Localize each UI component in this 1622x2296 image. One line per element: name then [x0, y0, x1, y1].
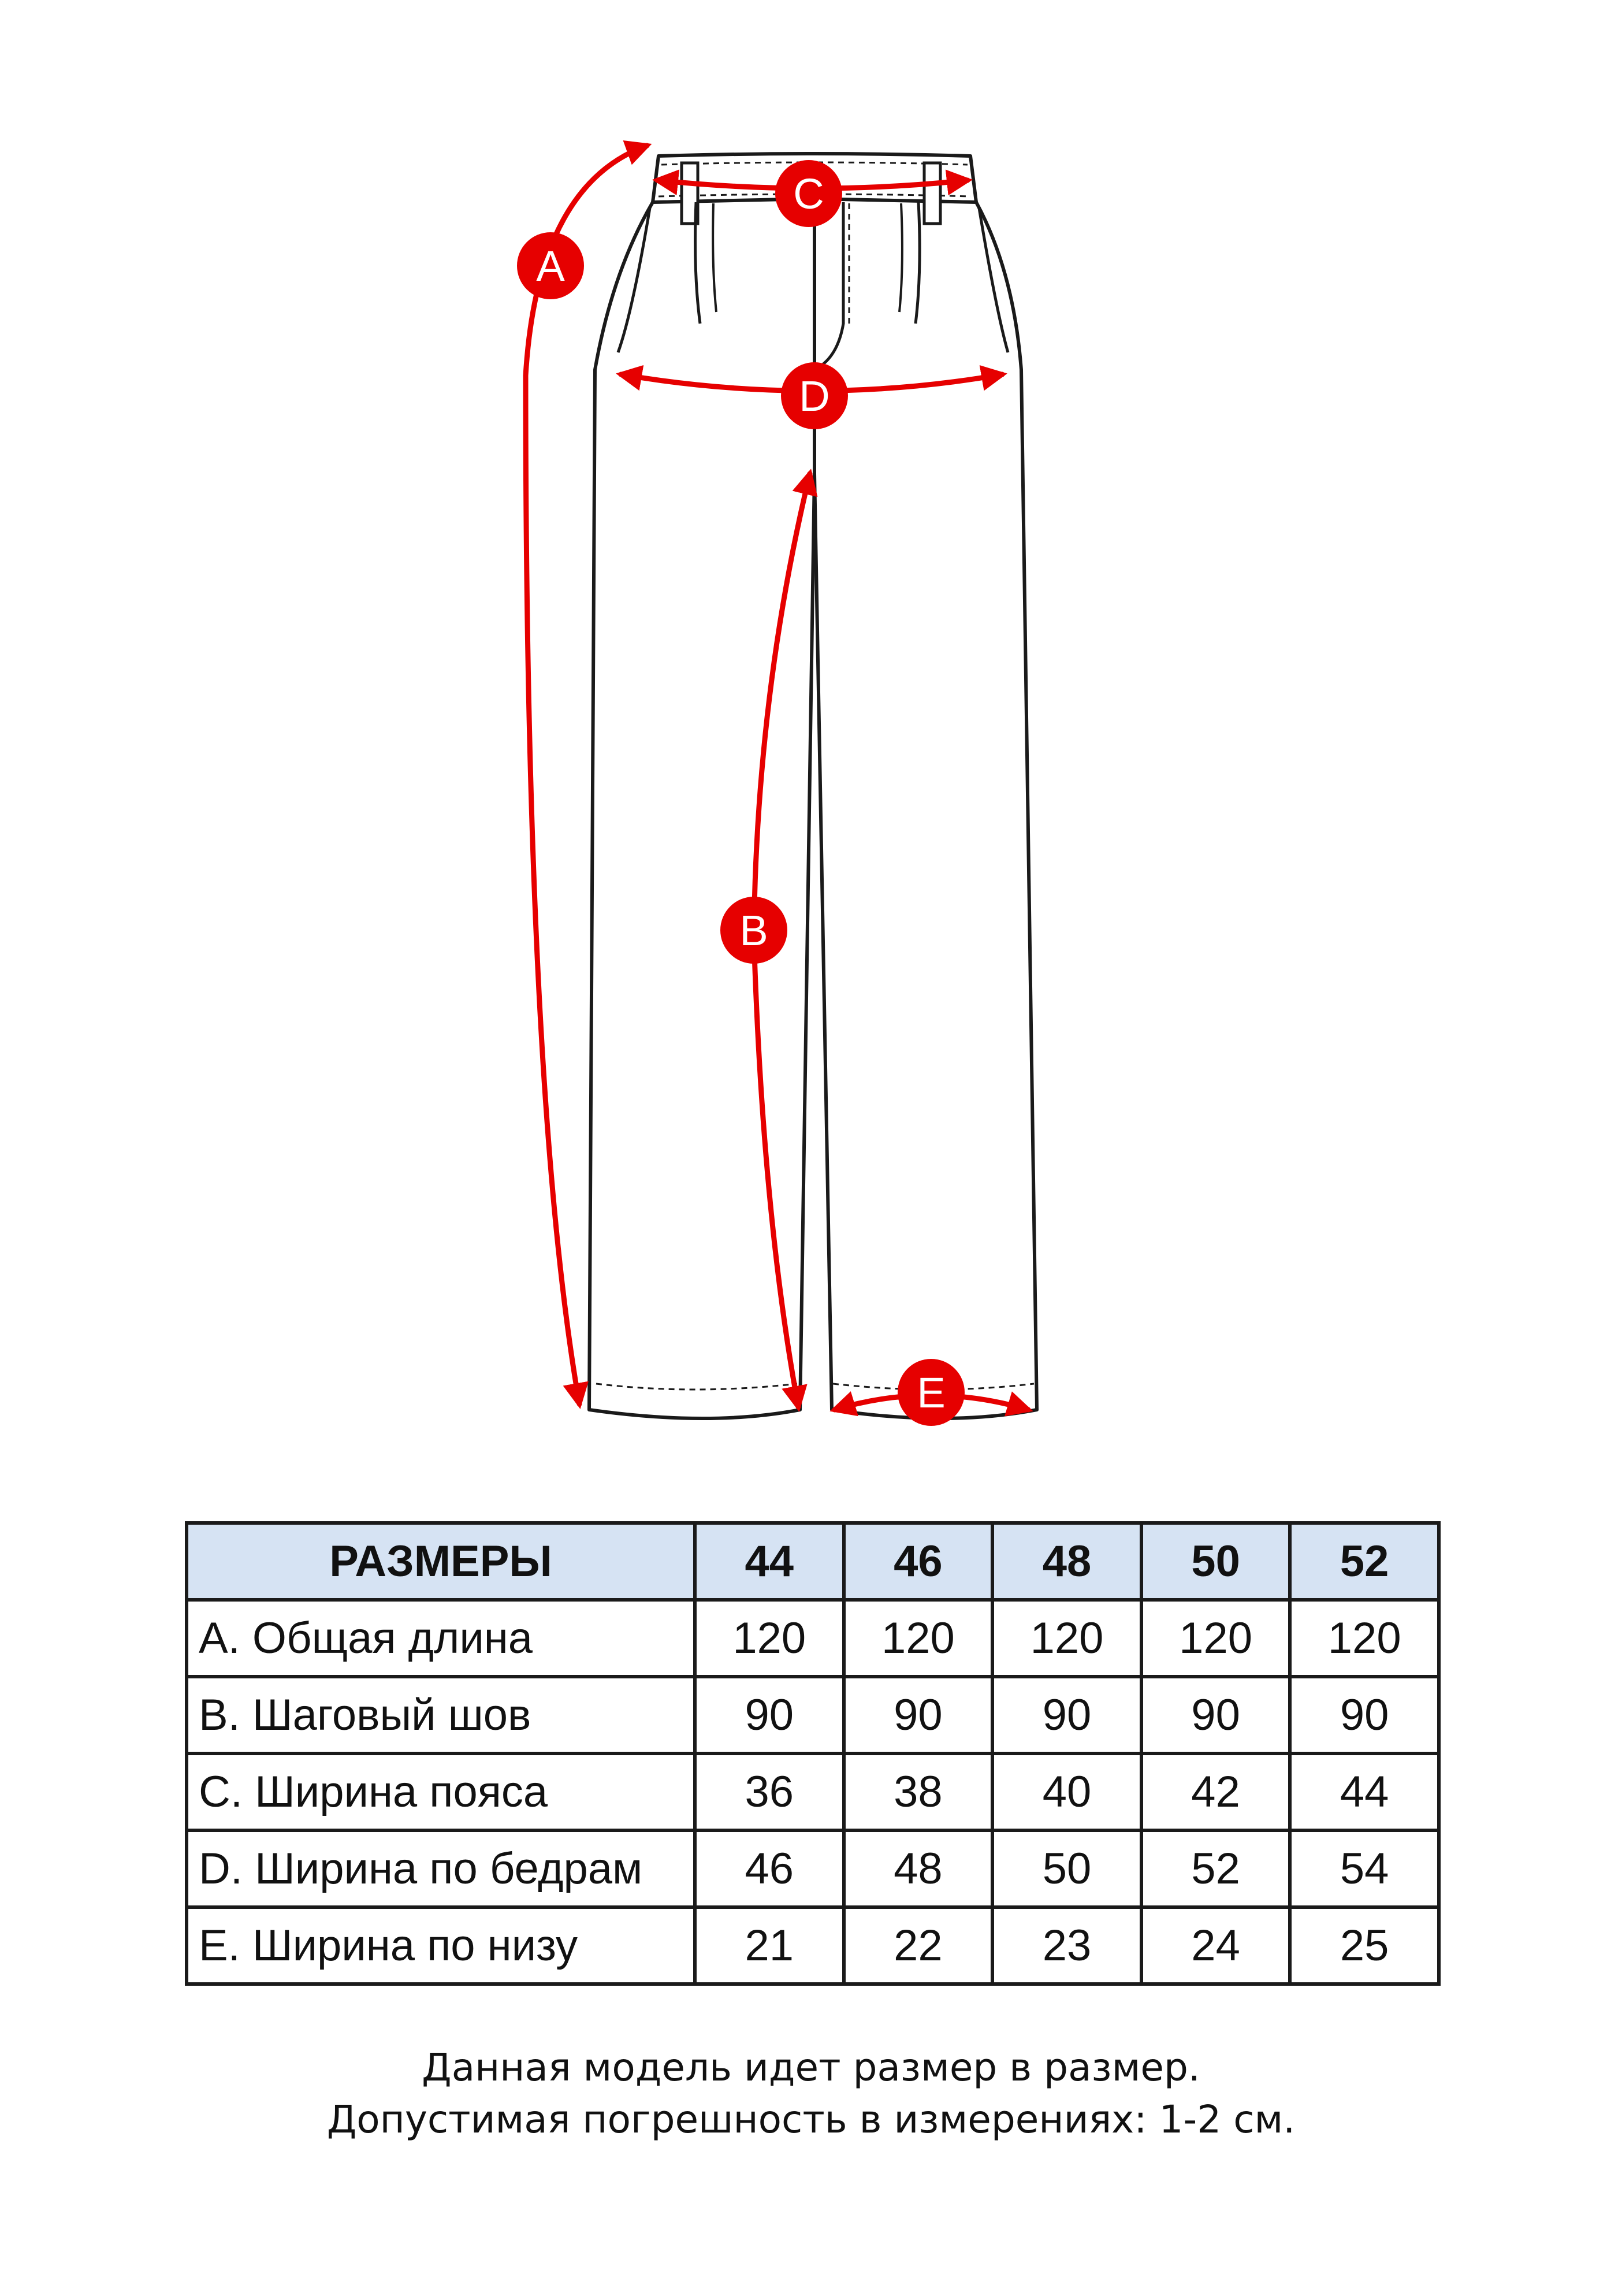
marker-a-label: A — [536, 242, 565, 290]
value-cell: 42 — [1141, 1753, 1290, 1830]
marker-d-label: D — [799, 372, 830, 420]
row-label: A. Общая длина — [187, 1600, 695, 1677]
value-cell: 40 — [992, 1753, 1141, 1830]
value-cell: 90 — [1290, 1677, 1439, 1753]
value-cell: 120 — [695, 1600, 844, 1677]
table-header-row — [187, 1523, 1439, 1600]
header-size-cell: 50 — [1141, 1523, 1290, 1600]
value-cell: 38 — [844, 1753, 993, 1830]
value-cell: 120 — [1290, 1600, 1439, 1677]
value-cell: 48 — [844, 1830, 993, 1907]
fit-note: Данная модель идет размер в размер. — [422, 2045, 1200, 2090]
header-size-cell: 52 — [1290, 1523, 1439, 1600]
table-row — [187, 1677, 1439, 1753]
marker-e-label: E — [917, 1369, 946, 1417]
row-label: C. Ширина пояса — [187, 1753, 695, 1830]
value-cell: 120 — [844, 1600, 993, 1677]
header-size-cell: 46 — [844, 1523, 993, 1600]
marker-c-label: C — [793, 170, 824, 218]
value-cell: 90 — [1141, 1677, 1290, 1753]
value-cell: 23 — [992, 1907, 1141, 1984]
table-row — [187, 1753, 1439, 1830]
header-size-cell: 48 — [992, 1523, 1141, 1600]
value-cell: 90 — [695, 1677, 844, 1753]
row-label: B. Шаговый шов — [187, 1677, 695, 1753]
value-cell: 24 — [1141, 1907, 1290, 1984]
value-cell: 21 — [695, 1907, 844, 1984]
marker-e — [898, 1359, 965, 1426]
table-row — [187, 1830, 1439, 1907]
left-leg — [589, 199, 814, 1418]
value-cell: 22 — [844, 1907, 993, 1984]
value-cell: 90 — [992, 1677, 1141, 1753]
size-chart-table — [185, 1521, 1441, 1986]
value-cell: 52 — [1141, 1830, 1290, 1907]
value-cell: 54 — [1290, 1830, 1439, 1907]
marker-a — [517, 232, 584, 299]
header-size-cell: 44 — [695, 1523, 844, 1600]
row-label: E. Ширина по низу — [187, 1907, 695, 1984]
tolerance-note: Допустимая погрешность в измерениях: 1-2 см. — [326, 2097, 1296, 2142]
marker-c — [775, 160, 842, 227]
marker-d — [781, 362, 848, 429]
value-cell: 36 — [695, 1753, 844, 1830]
value-cell: 46 — [695, 1830, 844, 1907]
value-cell: 44 — [1290, 1753, 1439, 1830]
trousers-outline — [589, 154, 1037, 1418]
value-cell: 25 — [1290, 1907, 1439, 1984]
right-leg — [814, 199, 1037, 1418]
marker-b — [720, 897, 787, 964]
marker-b-label: B — [739, 906, 768, 954]
value-cell: 90 — [844, 1677, 993, 1753]
table-row — [187, 1907, 1439, 1984]
value-cell: 120 — [992, 1600, 1141, 1677]
table-row — [187, 1600, 1439, 1677]
header-sizes-label: РАЗМЕРЫ — [187, 1523, 695, 1600]
row-label: D. Ширина по бедрам — [187, 1830, 695, 1907]
value-cell: 120 — [1141, 1600, 1290, 1677]
value-cell: 50 — [992, 1830, 1141, 1907]
